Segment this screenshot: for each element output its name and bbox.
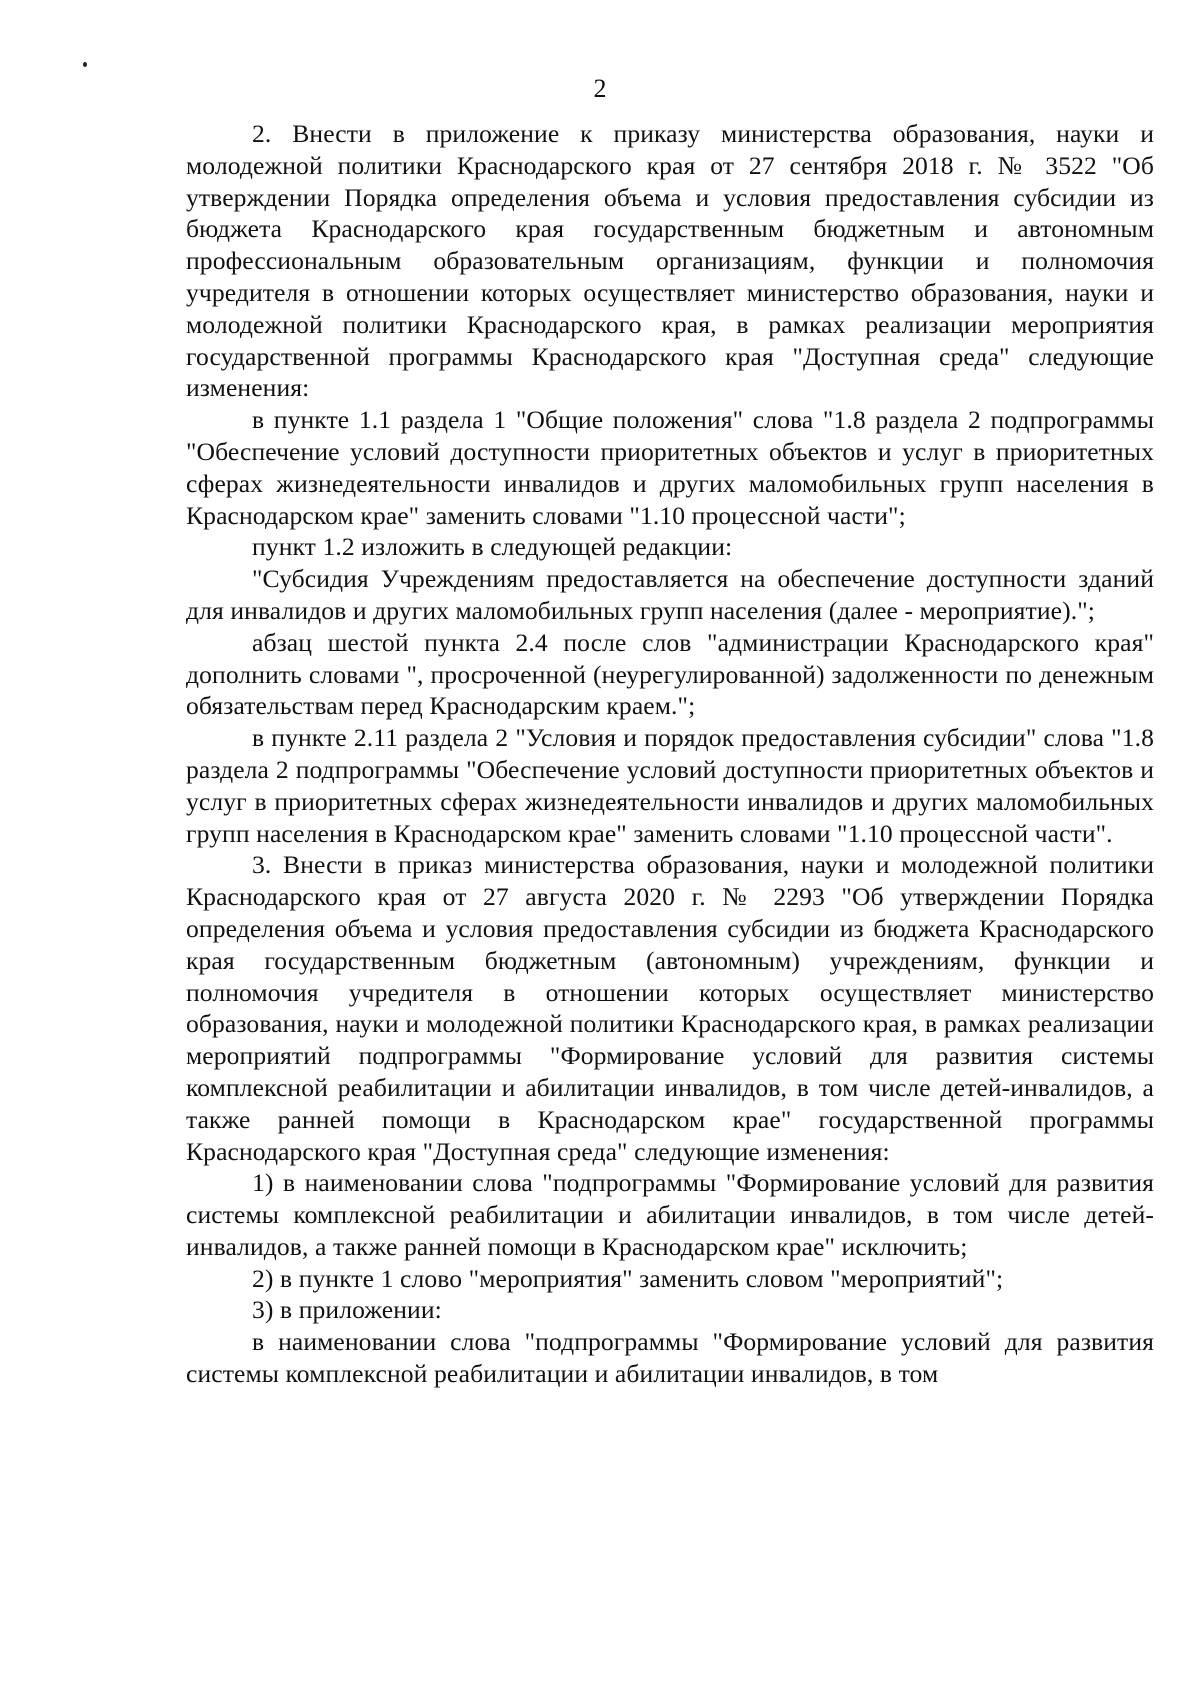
page-number: 2: [593, 74, 607, 103]
paragraph-subitem-1: 1) в наименовании слова "подпрограммы "Формирование условий для развития системы комплексной реабилитации и абилитации инвалидов, в том числе детей-инвалидов, а также ранней помощи в Краснодарском крае" исключить;: [186, 1168, 1154, 1261]
paragraph-subitem-3-text: в наименовании слова "подпрограммы "Формирование условий для развития системы комплексной реабилитации и абилитации инвалидов, в том: [186, 1327, 1154, 1389]
paragraph-item-2: 2. Внести в приложение к приказу министерства образования, науки и молодежной политики Краснодарского края от 27 сентября 2018 г. № 3522 "Об утверждении Порядка определения объема и условия предоставления субсидии из бюджета Краснодарского края государственным бюджетным и автономным профессиональным образовательным организациям, функции и полномочия учредителя в отношении которых осуществляет министерство образования, науки и молодежной политики Краснодарского края, в рамках реализации мероприятия государственной программы Краснодарского края "Доступная среда" следующие изменения:: [186, 119, 1154, 403]
document-body: [186, 118, 1154, 1390]
paragraph-subitem-2: 2) в пункте 1 слово "мероприятия" заменить словом "мероприятий";: [252, 1263, 1004, 1293]
paragraph-clause-2-11: в пункте 2.11 раздела 2 "Условия и порядок предоставления субсидии" слова "1.8 раздела 2 подпрограммы "Обеспечение условий доступности приоритетных объектов и услуг в приоритетных сферах жизнедеятельности инвалидов и других маломобильных групп населения в Краснодарском крае" заменить словами "1.10 процессной части".: [186, 723, 1154, 848]
scan-speck: [83, 62, 87, 67]
paragraph-item-3: 3. Внести в приказ министерства образования, науки и молодежной политики Краснодарского края от 27 августа 2020 г. № 2293 "Об утверждении Порядка определения объема и условия предоставления субсидии из бюджета Краснодарского края государственным бюджетным (автономным) учреждениям, функции и полномочия учредителя в отношении которых осуществляет министерство образования, науки и молодежной политики Краснодарского края, в рамках реализации мероприятий подпрограммы "Формирование условий для развития системы комплексной реабилитации и абилитации инвалидов, в том числе детей-инвалидов, а также ранней помощи в Краснодарском крае" государственной программы Краснодарского края "Доступная среда" следующие изменения:: [186, 850, 1154, 1166]
paragraph-clause-1-2-text: "Субсидия Учреждениям предоставляется на обеспечение доступности зданий для инвалидов и других маломобильных групп населения (далее - мероприятие).";: [186, 564, 1154, 625]
paragraph-clause-1-2-intro: пункт 1.2 изложить в следующей редакции:: [252, 532, 733, 562]
paragraph-clause-2-4: абзац шестой пункта 2.4 после слов "администрации Краснодарского края" дополнить словами ", просроченной (неурегулированной) задолженности по денежным обязательствам перед Краснодарским краем.";: [186, 627, 1154, 721]
paragraph-subitem-3: 3) в приложении:: [252, 1295, 442, 1325]
paragraph-clause-1-1: в пункте 1.1 раздела 1 "Общие положения" слова "1.8 раздела 2 подпрограммы "Обеспечение условий доступности приоритетных объектов и услуг в приоритетных сферах жизнедеятельности инвалидов и других маломобильных групп населения в Краснодарском крае" заменить словами "1.10 процессной части";: [186, 405, 1154, 530]
